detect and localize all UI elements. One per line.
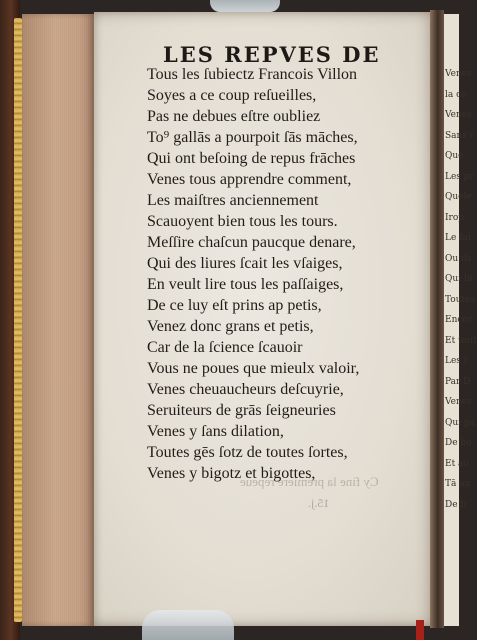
facing-line: Ou ils: [445, 253, 472, 264]
facing-line: Venes: [445, 397, 472, 407]
verse-block: [147, 64, 359, 484]
book-gutter: [430, 10, 444, 628]
verse-line: Tous les ſubiectz Francois Villon: [147, 66, 358, 83]
verse-line: Soyes a ce coup reſueilles,: [147, 87, 317, 104]
verse-line: Venes cheuaucheurs deſcuyrie,: [147, 381, 344, 398]
verse-line: De ce luy eſt prins ap petis,: [147, 297, 322, 314]
running-head: LES REPVES DE: [163, 42, 381, 67]
facing-line: Qui pa: [445, 417, 476, 428]
verse-line: Venes y ſans dilation,: [147, 423, 284, 440]
facing-line: Irop: [445, 212, 465, 223]
gilt-edge: [14, 18, 22, 622]
facing-line: Tā au: [445, 479, 471, 489]
verse-line: Qui ont beſoing de repus frāches: [147, 150, 356, 167]
book-clamp-bottom: [142, 610, 234, 640]
verse-line: Vous ne poues que mieulx valoir,: [147, 360, 360, 377]
facing-page-text: [444, 64, 477, 515]
facing-line: Les pr: [445, 171, 474, 182]
verse-line: Toutes gēs ſotz de toutes ſortes,: [147, 444, 348, 461]
facing-line: De b: [445, 499, 467, 510]
verse-line: To⁹ gallās a pourpoit ſās māches,: [147, 129, 358, 146]
verse-line: Scauoyent bien tous les tours.: [147, 213, 338, 230]
facing-page: [444, 14, 477, 626]
facing-line: Les f: [445, 356, 468, 366]
verse-line: Venes y bigotz et bigottes,: [147, 465, 316, 482]
bleed-through-text: Cy fine la premiere repeue: [240, 474, 379, 489]
verse-line: Venes tous apprendre comment,: [147, 171, 352, 188]
verse-line: Pas ne debues eſtre oubliez: [147, 108, 321, 125]
bleed-page-number: 15.j.: [308, 496, 330, 510]
facing-line: Quele: [445, 192, 472, 202]
facing-line: Le fai: [445, 233, 471, 243]
facing-line: Et tout: [445, 335, 477, 346]
facing-line: la co: [445, 89, 467, 100]
facing-line: Et au: [445, 458, 470, 469]
facing-line: Par D: [445, 376, 471, 387]
facing-line: Venez: [445, 69, 472, 79]
facing-line: Que: [445, 151, 464, 161]
verse-line: Venez donc grans et petis,: [147, 318, 314, 335]
verse-line: Seruiteurs de grās ſeigneuries: [147, 402, 336, 419]
facing-line: Sans r: [445, 130, 475, 141]
bookmark-ribbon: [416, 620, 424, 640]
verse-line: Car de la ſcience ſcauoir: [147, 339, 303, 356]
facing-line: Qui bi: [445, 274, 473, 284]
facing-line: Encor: [445, 315, 473, 325]
verse-line: Les maiſtres anciennement: [147, 192, 319, 209]
book-clamp-top: [210, 0, 280, 12]
verse-line: En veult lire tous les paſſaiges,: [147, 276, 344, 293]
facing-line: De bo: [445, 438, 472, 448]
verse-line: Qui des liures ſcait les vſaiges,: [147, 255, 343, 272]
facing-line: Venes: [445, 110, 472, 120]
facing-line: Toutes: [445, 294, 476, 305]
verse-line: Meſſire chaſcun paucque denare,: [147, 234, 356, 251]
page-block-edge: [22, 14, 94, 626]
